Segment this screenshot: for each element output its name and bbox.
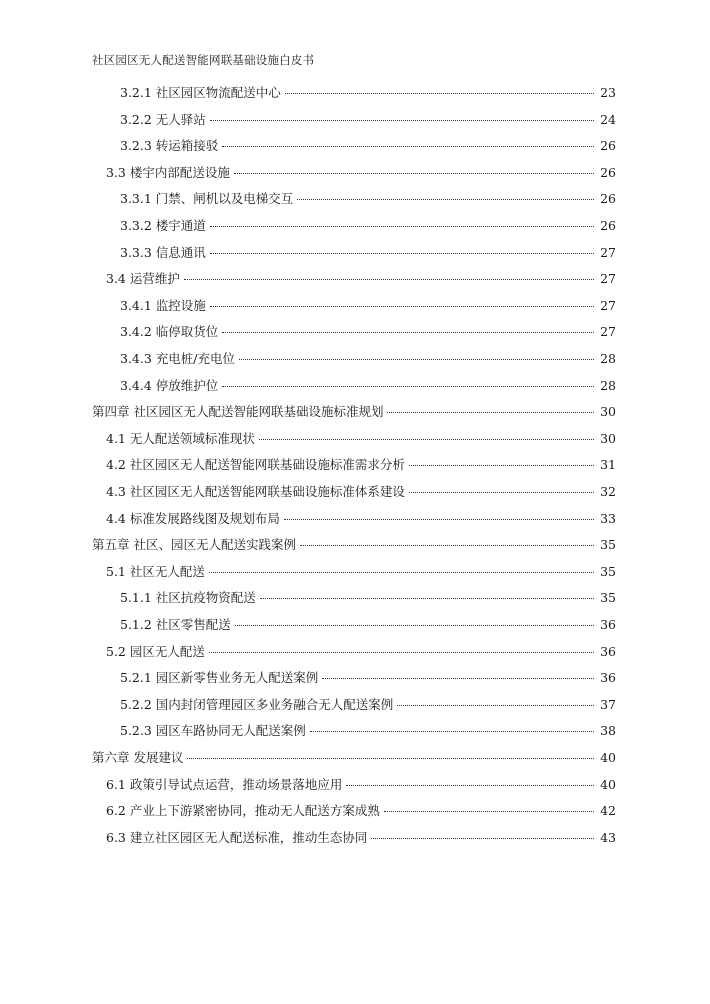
- toc-entry-page-number: 35: [600, 537, 616, 553]
- toc-entry-title: 5.2 园区无人配送: [106, 643, 205, 659]
- toc-entry[interactable]: [106, 829, 616, 847]
- toc-leader-dots: [297, 199, 594, 200]
- toc-entry[interactable]: [106, 483, 616, 501]
- toc-leader-dots: [210, 306, 594, 307]
- toc-entry-page-number: 37: [600, 696, 616, 712]
- toc-entry-title: 3.4.4 停放维护位: [120, 377, 219, 393]
- toc-entry-page-number: 28: [600, 351, 616, 366]
- toc-entry-page-number: 38: [600, 723, 616, 739]
- toc-entry[interactable]: [120, 589, 616, 607]
- toc-entry-page-number: 30: [600, 404, 616, 420]
- toc-entry[interactable]: [106, 430, 616, 448]
- toc-entry-title: 3.3 楼宇内部配送设施: [106, 164, 230, 180]
- toc-entry-title: 第六章 发展建议: [92, 750, 184, 765]
- toc-entry-title: 3.2.2 无人驿站: [120, 111, 206, 127]
- toc-leader-dots: [222, 146, 594, 147]
- toc-entry-title: 5.2.2 国内封闭管理园区多业务融合无人配送案例: [120, 696, 394, 712]
- toc-entry[interactable]: [106, 802, 616, 820]
- toc-entry-page-number: 36: [600, 643, 616, 659]
- toc-leader-dots: [310, 731, 594, 732]
- toc-leader-dots: [397, 705, 594, 706]
- toc-entry-title: 3.3.3 信息通讯: [120, 244, 206, 260]
- toc-entry-page-number: 30: [600, 430, 616, 446]
- toc-leader-dots: [209, 652, 594, 653]
- toc-leader-dots: [222, 332, 594, 333]
- toc-entry-page-number: 24: [600, 111, 616, 127]
- toc-leader-dots: [184, 279, 594, 280]
- toc-entry-title: 6.2 产业上下游紧密协同，推动无人配送方案成熟: [106, 803, 380, 819]
- toc-leader-dots: [235, 625, 594, 626]
- toc-entry-page-number: 31: [600, 457, 616, 473]
- toc-entry[interactable]: [120, 111, 616, 129]
- toc-leader-dots: [234, 173, 594, 174]
- toc-leader-dots: [210, 253, 594, 254]
- toc-leader-dots: [222, 386, 594, 387]
- toc-leader-dots: [284, 519, 594, 520]
- toc-entry-title: 4.1 无人配送领域标准现状: [106, 430, 255, 446]
- toc-entry-page-number: 36: [600, 617, 616, 632]
- toc-entry-page-number: 26: [600, 138, 616, 154]
- toc-entry[interactable]: [106, 456, 616, 474]
- toc-entry-page-number: 27: [600, 244, 616, 260]
- toc-entry[interactable]: [120, 722, 616, 740]
- toc-entry-title: 4.3 社区园区无人配送智能网联基础设施标准体系建设: [106, 484, 405, 499]
- toc-entry-page-number: 26: [600, 191, 616, 207]
- toc-entry-title: 4.2 社区园区无人配送智能网联基础设施标准需求分析: [106, 457, 405, 473]
- toc-entry-title: 3.4 运营维护: [106, 271, 180, 287]
- toc-entry[interactable]: [120, 84, 616, 102]
- toc-entry-title: 3.4.1 监控设施: [120, 297, 206, 313]
- toc-entry[interactable]: [106, 776, 616, 794]
- toc-entry[interactable]: [106, 510, 616, 528]
- toc-leader-dots: [187, 758, 594, 759]
- toc-entry-page-number: 40: [600, 776, 616, 792]
- toc-entry[interactable]: [120, 217, 616, 235]
- toc-leader-dots: [239, 359, 594, 360]
- toc-leader-dots: [210, 226, 594, 227]
- toc-entry-page-number: 42: [600, 803, 616, 819]
- toc-entry-title: 6.3 建立社区园区无人配送标准，推动生态协同: [106, 829, 368, 845]
- toc-entry-title: 5.2.1 园区新零售业务无人配送案例: [120, 670, 319, 686]
- toc-entry[interactable]: [106, 270, 616, 288]
- toc-entry[interactable]: [120, 696, 616, 714]
- toc-entry-page-number: 23: [600, 85, 616, 100]
- toc-leader-dots: [409, 465, 594, 466]
- toc-leader-dots: [260, 598, 594, 599]
- toc-leader-dots: [387, 412, 594, 413]
- toc-leader-dots: [346, 785, 594, 786]
- toc-entry-page-number: 35: [600, 590, 616, 606]
- toc-leader-dots: [209, 572, 594, 573]
- toc-entry-title: 3.3.2 楼宇通道: [120, 218, 206, 233]
- toc-entry-page-number: 27: [600, 297, 616, 313]
- toc-entry[interactable]: [92, 536, 616, 554]
- toc-entry-page-number: 36: [600, 670, 616, 686]
- toc-entry-title: 5.1.2 社区零售配送: [120, 617, 231, 632]
- toc-entry[interactable]: [106, 643, 616, 661]
- toc-leader-dots: [409, 492, 594, 493]
- toc-leader-dots: [300, 545, 594, 546]
- toc-entry-page-number: 33: [600, 510, 616, 526]
- toc-entry-title: 5.2.3 园区车路协同无人配送案例: [120, 723, 306, 739]
- toc-entry-page-number: 27: [600, 324, 616, 340]
- toc-entry-page-number: 35: [600, 563, 616, 579]
- toc-entry[interactable]: [120, 137, 616, 155]
- toc-entry-page-number: 26: [600, 164, 616, 180]
- toc-leader-dots: [210, 120, 594, 121]
- toc-entry-title: 3.4.2 临停取货位: [120, 324, 219, 340]
- toc-entry-page-number: 43: [600, 829, 616, 845]
- toc-leader-dots: [371, 838, 594, 839]
- toc-entry[interactable]: [120, 350, 616, 368]
- toc-entry-page-number: 27: [600, 271, 616, 287]
- toc-entry-title: 第四章 社区园区无人配送智能网联基础设施标准规划: [92, 404, 384, 420]
- toc-entry[interactable]: [92, 749, 616, 767]
- toc-entry-title: 3.4.3 充电桩/充电位: [120, 351, 235, 366]
- toc-entry[interactable]: [120, 616, 616, 634]
- toc-entry-page-number: 28: [600, 377, 616, 393]
- toc-entry-page-number: 26: [600, 218, 616, 233]
- toc-entry-title: 4.4 标准发展路线图及规划布局: [106, 510, 280, 526]
- toc-entry[interactable]: [120, 297, 616, 315]
- toc-leader-dots: [285, 93, 594, 94]
- toc-entry-title: 5.1.1 社区抗疫物资配送: [120, 590, 256, 606]
- toc-entry[interactable]: [92, 403, 616, 421]
- toc-entry[interactable]: [120, 323, 616, 341]
- toc-entry-title: 第五章 社区、园区无人配送实践案例: [92, 537, 296, 553]
- toc-leader-dots: [384, 811, 594, 812]
- toc-entry[interactable]: [120, 669, 616, 687]
- toc-leader-dots: [259, 439, 594, 440]
- toc-entry-title: 3.2.1 社区园区物流配送中心: [120, 85, 281, 100]
- toc-entry-title: 5.1 社区无人配送: [106, 563, 205, 579]
- toc-entry[interactable]: [106, 563, 616, 581]
- toc-entry[interactable]: [120, 377, 616, 395]
- toc-entry-page-number: 40: [600, 750, 616, 765]
- toc-entry-title: 3.2.3 转运箱接驳: [120, 138, 219, 154]
- toc-entry[interactable]: [120, 244, 616, 262]
- toc-entry[interactable]: [106, 164, 616, 182]
- toc-entry-page-number: 32: [600, 484, 616, 499]
- toc-leader-dots: [322, 678, 594, 679]
- page-header-title: 社区园区无人配送智能网联基础设施白皮书: [92, 53, 315, 67]
- toc-entry[interactable]: [120, 190, 616, 208]
- toc-entry-title: 6.1 政策引导试点运营，推动场景落地应用: [106, 776, 343, 792]
- toc-entry-title: 3.3.1 门禁、闸机以及电梯交互: [120, 191, 294, 207]
